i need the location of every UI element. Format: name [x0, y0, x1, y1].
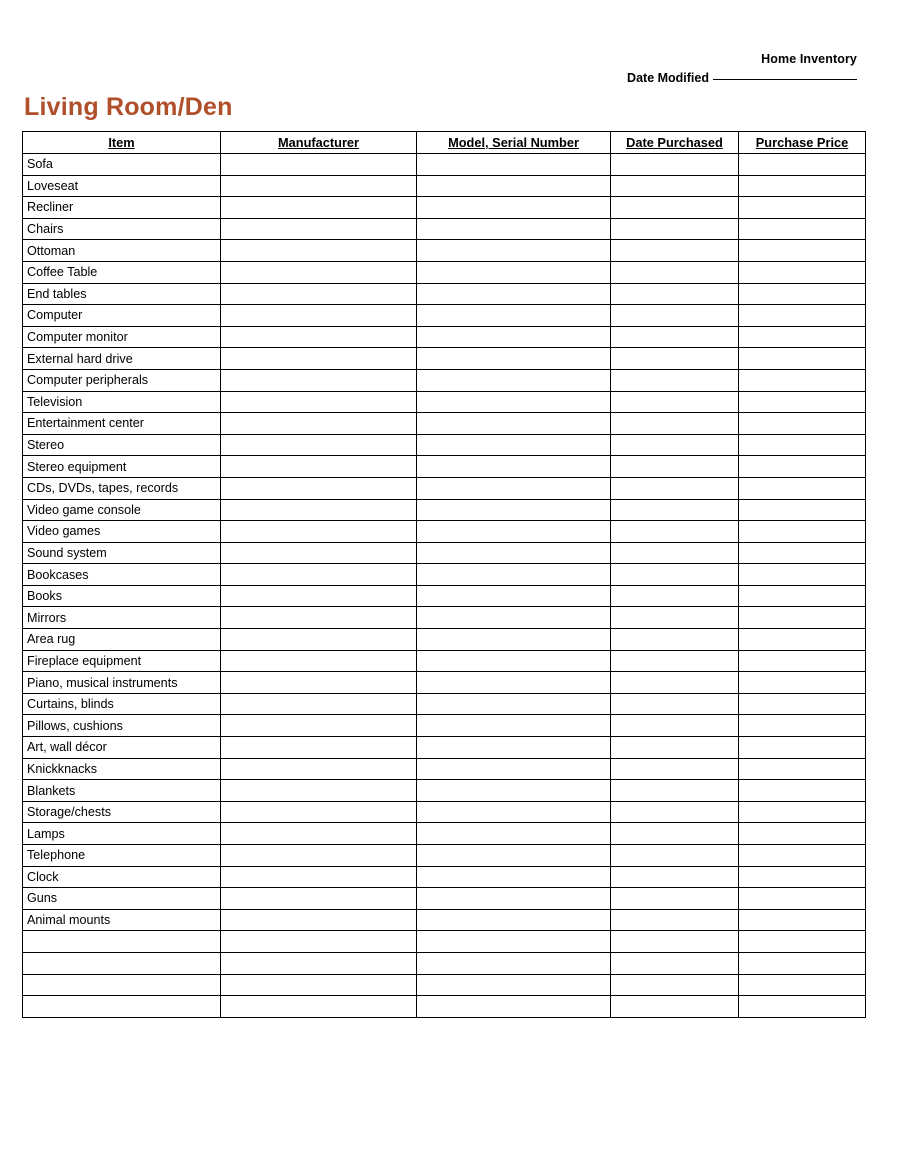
table-row — [23, 391, 866, 413]
date-purchased-cell[interactable] — [611, 909, 739, 931]
table-row — [23, 499, 866, 521]
item-name-cell: Art, wall décor — [23, 737, 221, 759]
model-serial-cell[interactable] — [417, 801, 611, 823]
date-purchased-cell[interactable] — [611, 413, 739, 435]
model-serial-cell[interactable] — [417, 456, 611, 478]
model-serial-cell[interactable] — [417, 154, 611, 176]
purchase-price-cell[interactable] — [739, 305, 866, 327]
date-purchased-cell[interactable] — [611, 218, 739, 240]
model-serial-cell[interactable] — [417, 672, 611, 694]
item-name-cell: Lamps — [23, 823, 221, 845]
manufacturer-cell[interactable] — [221, 996, 417, 1018]
date-modified-row — [437, 69, 857, 88]
table-row — [23, 564, 866, 586]
purchase-price-cell[interactable] — [739, 693, 866, 715]
model-serial-cell[interactable] — [417, 607, 611, 629]
model-serial-cell[interactable] — [417, 585, 611, 607]
column-header-manufacturer-label: Manufacturer — [277, 135, 360, 150]
purchase-price-cell[interactable] — [739, 952, 866, 974]
purchase-price-cell[interactable] — [739, 175, 866, 197]
manufacturer-cell[interactable] — [221, 715, 417, 737]
table-row — [23, 456, 866, 478]
document-header — [437, 50, 857, 89]
date-purchased-cell[interactable] — [611, 801, 739, 823]
model-serial-cell[interactable] — [417, 197, 611, 219]
model-serial-cell[interactable] — [417, 240, 611, 262]
purchase-price-cell[interactable] — [739, 348, 866, 370]
table-row — [23, 521, 866, 543]
date-purchased-cell[interactable] — [611, 305, 739, 327]
model-serial-cell[interactable] — [417, 477, 611, 499]
model-serial-cell[interactable] — [417, 693, 611, 715]
manufacturer-cell[interactable] — [221, 607, 417, 629]
purchase-price-cell[interactable] — [739, 499, 866, 521]
table-row — [23, 715, 866, 737]
date-purchased-cell[interactable] — [611, 996, 739, 1018]
model-serial-cell[interactable] — [417, 758, 611, 780]
item-name-cell: Pillows, cushions — [23, 715, 221, 737]
column-header-model-label: Model, Serial Number — [448, 135, 579, 150]
model-serial-cell[interactable] — [417, 369, 611, 391]
model-serial-cell[interactable] — [417, 521, 611, 543]
manufacturer-cell[interactable] — [221, 693, 417, 715]
model-serial-cell[interactable] — [417, 845, 611, 867]
manufacturer-cell[interactable] — [221, 434, 417, 456]
purchase-price-cell[interactable] — [739, 909, 866, 931]
table-row — [23, 909, 866, 931]
manufacturer-cell[interactable] — [221, 564, 417, 586]
date-modified-label: Date Modified — [627, 71, 709, 86]
purchase-price-cell[interactable] — [739, 715, 866, 737]
column-header-date-purchased — [611, 132, 739, 154]
date-purchased-cell[interactable] — [611, 154, 739, 176]
purchase-price-cell[interactable] — [739, 218, 866, 240]
manufacturer-cell[interactable] — [221, 261, 417, 283]
item-name-cell: Storage/chests — [23, 801, 221, 823]
document-title: Home Inventory — [761, 52, 857, 66]
item-name-cell: Stereo equipment — [23, 456, 221, 478]
model-serial-cell[interactable] — [417, 499, 611, 521]
item-name-cell: Blankets — [23, 780, 221, 802]
date-purchased-cell[interactable] — [611, 283, 739, 305]
manufacturer-cell[interactable] — [221, 477, 417, 499]
purchase-price-cell[interactable] — [739, 866, 866, 888]
date-purchased-cell[interactable] — [611, 456, 739, 478]
item-name-cell: Stereo — [23, 434, 221, 456]
manufacturer-cell[interactable] — [221, 585, 417, 607]
item-name-cell: Knickknacks — [23, 758, 221, 780]
item-name-cell: Loveseat — [23, 175, 221, 197]
model-serial-cell[interactable] — [417, 931, 611, 953]
date-purchased-cell[interactable] — [611, 197, 739, 219]
table-row — [23, 542, 866, 564]
date-purchased-cell[interactable] — [611, 607, 739, 629]
table-row — [23, 693, 866, 715]
item-name-cell: Bookcases — [23, 564, 221, 586]
manufacturer-cell[interactable] — [221, 629, 417, 651]
date-purchased-cell[interactable] — [611, 434, 739, 456]
manufacturer-cell[interactable] — [221, 542, 417, 564]
date-purchased-cell[interactable] — [611, 866, 739, 888]
model-serial-cell[interactable] — [417, 564, 611, 586]
purchase-price-cell[interactable] — [739, 780, 866, 802]
item-name-cell: Mirrors — [23, 607, 221, 629]
purchase-price-cell[interactable] — [739, 737, 866, 759]
date-purchased-cell[interactable] — [611, 369, 739, 391]
model-serial-cell[interactable] — [417, 909, 611, 931]
purchase-price-cell[interactable] — [739, 261, 866, 283]
table-row — [23, 434, 866, 456]
item-name-cell: Piano, musical instruments — [23, 672, 221, 694]
date-purchased-cell[interactable] — [611, 564, 739, 586]
column-header-date-purchased-label: Date Purchased — [626, 135, 723, 150]
manufacturer-cell[interactable] — [221, 413, 417, 435]
item-name-cell: External hard drive — [23, 348, 221, 370]
item-name-cell: Entertainment center — [23, 413, 221, 435]
item-name-cell: Guns — [23, 888, 221, 910]
date-purchased-cell[interactable] — [611, 845, 739, 867]
table-row — [23, 240, 866, 262]
model-serial-cell[interactable] — [417, 629, 611, 651]
purchase-price-cell[interactable] — [739, 629, 866, 651]
item-name-cell — [23, 952, 221, 974]
item-name-cell: Sofa — [23, 154, 221, 176]
manufacturer-cell[interactable] — [221, 672, 417, 694]
manufacturer-cell[interactable] — [221, 845, 417, 867]
model-serial-cell[interactable] — [417, 780, 611, 802]
date-purchased-cell[interactable] — [611, 758, 739, 780]
table-row — [23, 672, 866, 694]
purchase-price-cell[interactable] — [739, 974, 866, 996]
table-header-row — [23, 132, 866, 154]
model-serial-cell[interactable] — [417, 413, 611, 435]
inventory-table — [22, 131, 866, 1018]
manufacturer-cell[interactable] — [221, 780, 417, 802]
manufacturer-cell[interactable] — [221, 154, 417, 176]
table-row — [23, 305, 866, 327]
purchase-price-cell[interactable] — [739, 607, 866, 629]
manufacturer-cell[interactable] — [221, 348, 417, 370]
table-row — [23, 931, 866, 953]
manufacturer-cell[interactable] — [221, 888, 417, 910]
column-header-purchase-price-label: Purchase Price — [755, 135, 849, 150]
manufacturer-cell[interactable] — [221, 866, 417, 888]
model-serial-cell[interactable] — [417, 305, 611, 327]
table-row — [23, 369, 866, 391]
purchase-price-cell[interactable] — [739, 823, 866, 845]
table-row — [23, 888, 866, 910]
table-row — [23, 477, 866, 499]
item-name-cell: Television — [23, 391, 221, 413]
model-serial-cell[interactable] — [417, 715, 611, 737]
date-purchased-cell[interactable] — [611, 629, 739, 651]
date-purchased-cell[interactable] — [611, 715, 739, 737]
manufacturer-cell[interactable] — [221, 305, 417, 327]
model-serial-cell[interactable] — [417, 996, 611, 1018]
manufacturer-cell[interactable] — [221, 801, 417, 823]
date-purchased-cell[interactable] — [611, 477, 739, 499]
manufacturer-cell[interactable] — [221, 197, 417, 219]
purchase-price-cell[interactable] — [739, 758, 866, 780]
model-serial-cell[interactable] — [417, 175, 611, 197]
purchase-price-cell[interactable] — [739, 240, 866, 262]
date-purchased-cell[interactable] — [611, 974, 739, 996]
table-row — [23, 801, 866, 823]
date-purchased-cell[interactable] — [611, 521, 739, 543]
manufacturer-cell[interactable] — [221, 240, 417, 262]
purchase-price-cell[interactable] — [739, 521, 866, 543]
table-row — [23, 261, 866, 283]
date-purchased-cell[interactable] — [611, 952, 739, 974]
purchase-price-cell[interactable] — [739, 456, 866, 478]
table-row — [23, 974, 866, 996]
column-header-model — [417, 132, 611, 154]
page-title: Living Room/Den — [24, 93, 233, 121]
manufacturer-cell[interactable] — [221, 456, 417, 478]
model-serial-cell[interactable] — [417, 261, 611, 283]
item-name-cell: Chairs — [23, 218, 221, 240]
date-purchased-cell[interactable] — [611, 780, 739, 802]
table-row — [23, 952, 866, 974]
item-name-cell: End tables — [23, 283, 221, 305]
table-row — [23, 780, 866, 802]
date-purchased-cell[interactable] — [611, 175, 739, 197]
item-name-cell: Telephone — [23, 845, 221, 867]
manufacturer-cell[interactable] — [221, 758, 417, 780]
date-purchased-cell[interactable] — [611, 650, 739, 672]
date-purchased-cell[interactable] — [611, 348, 739, 370]
item-name-cell: Fireplace equipment — [23, 650, 221, 672]
table-row — [23, 758, 866, 780]
purchase-price-cell[interactable] — [739, 585, 866, 607]
table-row — [23, 326, 866, 348]
model-serial-cell[interactable] — [417, 283, 611, 305]
model-serial-cell[interactable] — [417, 434, 611, 456]
purchase-price-cell[interactable] — [739, 369, 866, 391]
manufacturer-cell[interactable] — [221, 952, 417, 974]
item-name-cell: Sound system — [23, 542, 221, 564]
column-header-item — [23, 132, 221, 154]
manufacturer-cell[interactable] — [221, 326, 417, 348]
manufacturer-cell[interactable] — [221, 369, 417, 391]
purchase-price-cell[interactable] — [739, 996, 866, 1018]
date-purchased-cell[interactable] — [611, 261, 739, 283]
date-purchased-cell[interactable] — [611, 326, 739, 348]
model-serial-cell[interactable] — [417, 866, 611, 888]
table-row — [23, 154, 866, 176]
purchase-price-cell[interactable] — [739, 413, 866, 435]
date-purchased-cell[interactable] — [611, 931, 739, 953]
model-serial-cell[interactable] — [417, 823, 611, 845]
item-name-cell — [23, 974, 221, 996]
table-row — [23, 585, 866, 607]
manufacturer-cell[interactable] — [221, 499, 417, 521]
item-name-cell — [23, 931, 221, 953]
purchase-price-cell[interactable] — [739, 391, 866, 413]
model-serial-cell[interactable] — [417, 391, 611, 413]
item-name-cell: Computer — [23, 305, 221, 327]
date-purchased-cell[interactable] — [611, 823, 739, 845]
column-header-item-label: Item — [108, 135, 135, 150]
table-row — [23, 823, 866, 845]
purchase-price-cell[interactable] — [739, 197, 866, 219]
manufacturer-cell[interactable] — [221, 909, 417, 931]
item-name-cell: Clock — [23, 866, 221, 888]
model-serial-cell[interactable] — [417, 974, 611, 996]
model-serial-cell[interactable] — [417, 542, 611, 564]
date-purchased-cell[interactable] — [611, 585, 739, 607]
manufacturer-cell[interactable] — [221, 931, 417, 953]
manufacturer-cell[interactable] — [221, 650, 417, 672]
manufacturer-cell[interactable] — [221, 391, 417, 413]
purchase-price-cell[interactable] — [739, 542, 866, 564]
purchase-price-cell[interactable] — [739, 845, 866, 867]
manufacturer-cell[interactable] — [221, 823, 417, 845]
manufacturer-cell[interactable] — [221, 737, 417, 759]
column-header-manufacturer — [221, 132, 417, 154]
manufacturer-cell[interactable] — [221, 521, 417, 543]
model-serial-cell[interactable] — [417, 218, 611, 240]
purchase-price-cell[interactable] — [739, 888, 866, 910]
purchase-price-cell[interactable] — [739, 434, 866, 456]
model-serial-cell[interactable] — [417, 888, 611, 910]
manufacturer-cell[interactable] — [221, 175, 417, 197]
item-name-cell: Ottoman — [23, 240, 221, 262]
table-row — [23, 866, 866, 888]
date-purchased-cell[interactable] — [611, 240, 739, 262]
item-name-cell: Video games — [23, 521, 221, 543]
model-serial-cell[interactable] — [417, 737, 611, 759]
item-name-cell — [23, 996, 221, 1018]
table-row — [23, 737, 866, 759]
date-purchased-cell[interactable] — [611, 693, 739, 715]
table-row — [23, 996, 866, 1018]
table-row — [23, 650, 866, 672]
item-name-cell: Curtains, blinds — [23, 693, 221, 715]
purchase-price-cell[interactable] — [739, 283, 866, 305]
manufacturer-cell[interactable] — [221, 218, 417, 240]
date-purchased-cell[interactable] — [611, 499, 739, 521]
table-row — [23, 607, 866, 629]
item-name-cell: Computer peripherals — [23, 369, 221, 391]
item-name-cell: Computer monitor — [23, 326, 221, 348]
purchase-price-cell[interactable] — [739, 931, 866, 953]
table-row — [23, 629, 866, 651]
item-name-cell: CDs, DVDs, tapes, records — [23, 477, 221, 499]
item-name-cell: Recliner — [23, 197, 221, 219]
date-purchased-cell[interactable] — [611, 888, 739, 910]
item-name-cell: Video game console — [23, 499, 221, 521]
item-name-cell: Coffee Table — [23, 261, 221, 283]
date-modified-field[interactable] — [713, 79, 857, 80]
model-serial-cell[interactable] — [417, 326, 611, 348]
purchase-price-cell[interactable] — [739, 672, 866, 694]
date-purchased-cell[interactable] — [611, 672, 739, 694]
column-header-purchase-price — [739, 132, 866, 154]
purchase-price-cell[interactable] — [739, 564, 866, 586]
table-body — [23, 154, 866, 1018]
table-row — [23, 283, 866, 305]
date-purchased-cell[interactable] — [611, 737, 739, 759]
purchase-price-cell[interactable] — [739, 650, 866, 672]
item-name-cell: Books — [23, 585, 221, 607]
table-row — [23, 218, 866, 240]
date-purchased-cell[interactable] — [611, 391, 739, 413]
purchase-price-cell[interactable] — [739, 154, 866, 176]
model-serial-cell[interactable] — [417, 650, 611, 672]
table-row — [23, 348, 866, 370]
table-row — [23, 197, 866, 219]
model-serial-cell[interactable] — [417, 952, 611, 974]
model-serial-cell[interactable] — [417, 348, 611, 370]
purchase-price-cell[interactable] — [739, 326, 866, 348]
table-row — [23, 413, 866, 435]
purchase-price-cell[interactable] — [739, 801, 866, 823]
item-name-cell: Area rug — [23, 629, 221, 651]
manufacturer-cell[interactable] — [221, 283, 417, 305]
table-row — [23, 845, 866, 867]
table-row — [23, 175, 866, 197]
manufacturer-cell[interactable] — [221, 974, 417, 996]
purchase-price-cell[interactable] — [739, 477, 866, 499]
item-name-cell: Animal mounts — [23, 909, 221, 931]
date-purchased-cell[interactable] — [611, 542, 739, 564]
